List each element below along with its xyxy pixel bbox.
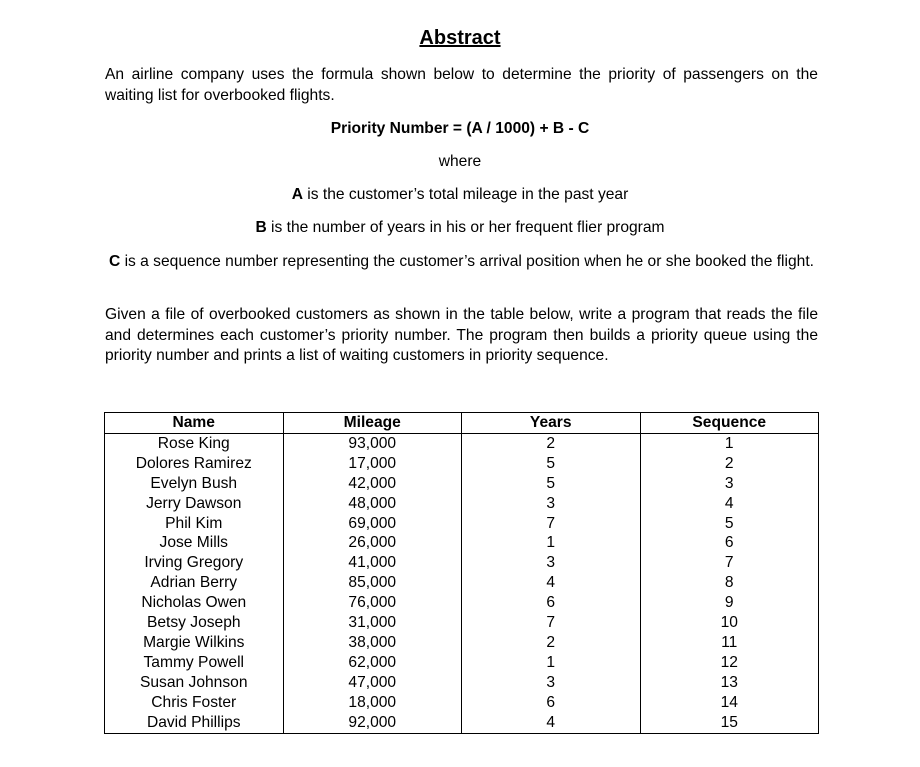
header-mileage: Mileage [283,413,462,434]
page-title: Abstract [419,27,501,49]
intro-paragraph: An airline company uses the formula shown below to determine the priority of passengers on the waiting list for overbooked flights. [105,66,818,104]
sequence-cell: 10 [640,613,819,633]
name-cell: Adrian Berry [105,573,284,593]
mileage-cell: 69,000 [283,514,462,534]
table-row [105,454,819,474]
table-row [105,474,819,494]
table-row [105,613,819,633]
years-cell: 2 [462,433,641,453]
definition-a-key: A [291,186,303,203]
years-cell: 5 [462,474,641,494]
years-cell: 3 [462,553,641,573]
sequence-cell: 15 [640,713,819,733]
name-cell: Jose Mills [105,533,284,553]
table-row [105,533,819,553]
mileage-cell: 93,000 [283,433,462,453]
table-row [105,693,819,713]
sequence-cell: 6 [640,533,819,553]
sequence-cell: 3 [640,474,819,494]
header-sequence: Sequence [640,413,819,434]
definition-b-key: B [255,219,267,236]
table-row [105,433,819,453]
sequence-cell: 1 [640,433,819,453]
priority-formula: Priority Number = (A / 1000) + B - C [330,120,590,137]
name-cell: Rose King [105,433,284,453]
task-paragraph: Given a file of overbooked customers as shown in the table below, write a program that reads the file and determines each customer’s priority number. The program then builds a priority queue using the priority number and prints a list of waiting customers in priority sequence. [105,306,818,364]
table-row [105,573,819,593]
years-cell: 6 [462,593,641,613]
table-row [105,553,819,573]
table-row [105,713,819,733]
mileage-cell: 85,000 [283,573,462,593]
sequence-cell: 7 [640,553,819,573]
table-row [105,494,819,514]
where-label: where [438,153,482,170]
definition-b-text: is the number of years in his or her frequent flier program [266,219,665,236]
name-cell: Jerry Dawson [105,494,284,514]
table-row [105,653,819,673]
definition-a [0,185,920,206]
mileage-cell: 38,000 [283,633,462,653]
table-row [105,514,819,534]
years-cell: 4 [462,713,641,733]
header-years: Years [462,413,641,434]
name-cell: Phil Kim [105,514,284,534]
mileage-cell: 41,000 [283,553,462,573]
mileage-cell: 48,000 [283,494,462,514]
sequence-cell: 12 [640,653,819,673]
years-cell: 6 [462,693,641,713]
name-cell: David Phillips [105,713,284,733]
definition-a-text: is the customer’s total mileage in the past year [302,186,629,203]
sequence-cell: 9 [640,593,819,613]
table-row [105,593,819,613]
name-cell: Evelyn Bush [105,474,284,494]
years-cell: 7 [462,514,641,534]
mileage-cell: 76,000 [283,593,462,613]
definition-c [105,252,818,273]
years-cell: 2 [462,633,641,653]
definition-b [0,218,920,239]
name-cell: Betsy Joseph [105,613,284,633]
table-header-row [105,413,819,434]
table-row [105,673,819,693]
definition-c-text: is a sequence number representing the customer’s arrival position when he or she booked the flight. [120,253,814,270]
definition-c-key: C [108,253,121,270]
years-cell: 7 [462,613,641,633]
name-cell: Chris Foster [105,693,284,713]
sequence-cell: 4 [640,494,819,514]
years-cell: 1 [462,533,641,553]
years-cell: 1 [462,653,641,673]
table-row [105,633,819,653]
years-cell: 5 [462,454,641,474]
years-cell: 4 [462,573,641,593]
mileage-cell: 92,000 [283,713,462,733]
mileage-cell: 62,000 [283,653,462,673]
mileage-cell: 18,000 [283,693,462,713]
sequence-cell: 5 [640,514,819,534]
mileage-cell: 47,000 [283,673,462,693]
name-cell: Nicholas Owen [105,593,284,613]
mileage-cell: 31,000 [283,613,462,633]
name-cell: Tammy Powell [105,653,284,673]
header-name: Name [105,413,284,434]
name-cell: Dolores Ramirez [105,454,284,474]
years-cell: 3 [462,673,641,693]
mileage-cell: 42,000 [283,474,462,494]
table-body [105,433,819,733]
name-cell: Susan Johnson [105,673,284,693]
sequence-cell: 2 [640,454,819,474]
mileage-cell: 17,000 [283,454,462,474]
customer-table [104,412,819,734]
name-cell: Margie Wilkins [105,633,284,653]
mileage-cell: 26,000 [283,533,462,553]
years-cell: 3 [462,494,641,514]
sequence-cell: 14 [640,693,819,713]
sequence-cell: 11 [640,633,819,653]
sequence-cell: 8 [640,573,819,593]
sequence-cell: 13 [640,673,819,693]
name-cell: Irving Gregory [105,553,284,573]
